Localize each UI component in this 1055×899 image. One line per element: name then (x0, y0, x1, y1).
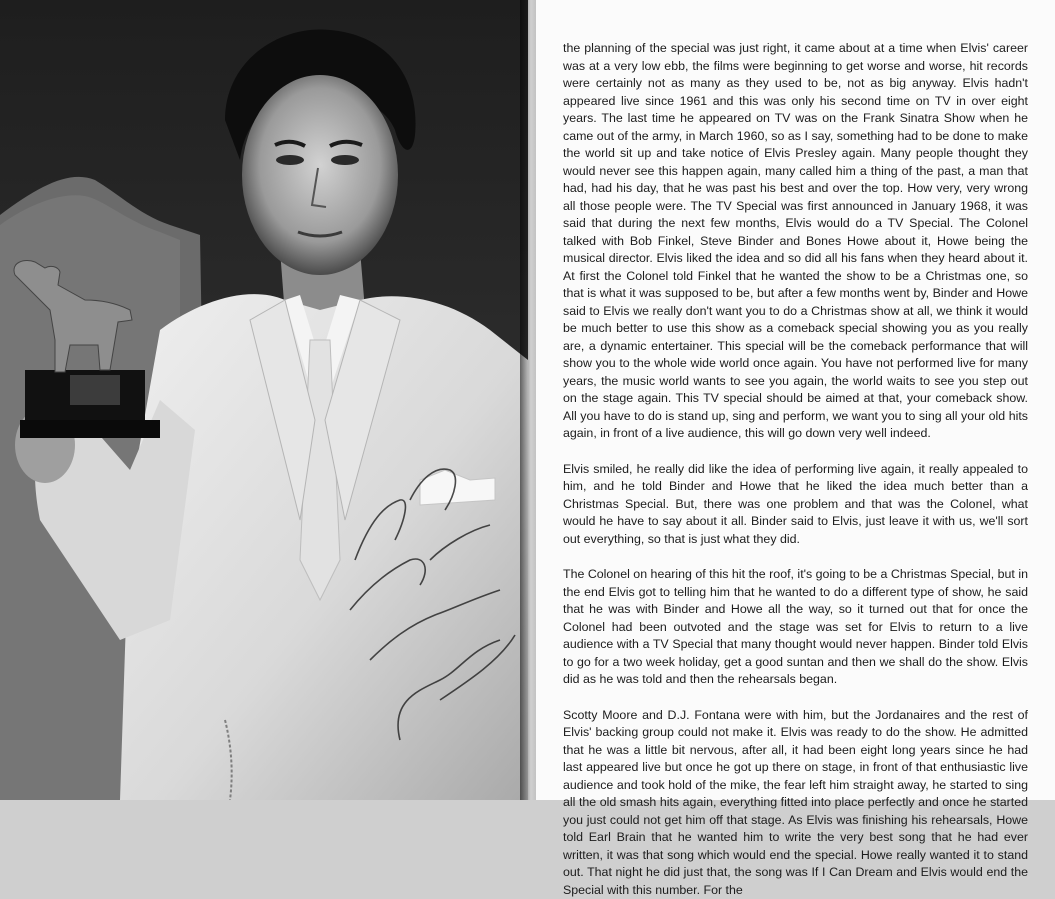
article-paragraph: the planning of the special was just right, it came about at a time when Elvis' career was at a very low ebb, the films were beginning to get worse and worse, hit records were certainly not as many as they used to be, not as big anyway. Elvis hadn't appeared live since 1961 and this was only his second time on TV in over eight years. The last time he appeared on TV was on the Frank Sinatra Show when he came out of the army, in March 1960, so as I say, something had to be done to make the world sit up and take notice of Elvis Presley again. Many people thought they would never see this happen again, many called him a thing of the past, a man that had, had his day, that he was past his best and over the top. How very, very wrong all those people were. The TV Special was first announced in January 1968, it was said that during the next few months, Elvis would do a TV Special. The Colonel talked with Bob Finkel, Steve Binder and Bones Howe about it, Howe being the musical director. Elvis liked the idea and so did all his fans when they heard about it. At first the Colonel told Finkel that he wanted the show to be a Christmas one, so that is what it was supposed to be, but after a few months went by, Binder and Howe said to Elvis we really don't want you to do a Christmas show at all, we think it would be much better to use this show as a comeback special showing you as you really are, a dynamic entertainer. This special will be the comeback performance that will show you to the whole wide world once again. You have not performed live for many years, the music world wants to see you again, the world waits to see you step out on the stage again. This TV special should be aimed at that, your comeback show. All you have to do is stand up, sing and perform, we want you to sing all your old hits again, in front of a live audience, this will go down very well indeed. (563, 40, 1028, 443)
text-page (536, 0, 1055, 800)
article-body (563, 40, 1028, 899)
portrait-photo (0, 0, 528, 800)
photo-page (0, 0, 528, 800)
face (242, 75, 398, 275)
left-eye (276, 155, 304, 165)
article-paragraph: Scotty Moore and D.J. Fontana were with him, but the Jordanaires and the rest of Elvis' backing group could not make it. Elvis was ready to do the show. He admitted that he was a little bit nervous, after all, it had been eight long years since he had last appeared live but once he got up there on stage, in front of that enthusiastic live audience and took hold of the mike, the fear left him straight away, he started to sing all the old smash hits again, everything fitted into place perfectly and once he started you just could not get him off that stage. As Elvis was finishing his rehearsals, Howe told Earl Brain that he wanted him to write the very best song that he had ever written, it was that song which would end the special. Howe really wanted it to stand out. That night he did just that, the song was If I Can Dream and Elvis would end the Special with this number. For the (563, 707, 1028, 899)
article-paragraph: Elvis smiled, he really did like the idea of performing live again, it really appealed to him, and he told Binder and Howe that he liked the idea much better than a Christmas Special. But, there was one problem and that was the Colonel, what would he have to say about it all. Binder said to Elvis, just leave it with us, we'll sort out everything, so that is just what they did. (563, 461, 1028, 549)
right-eye (331, 155, 359, 165)
article-paragraph: The Colonel on hearing of this hit the roof, it's going to be a Christmas Special, but in the end Elvis got to telling him that he wanted to do a different type of show, he said that he was with Binder and Howe all the way, so it turned out that for once the Colonel had been outvoted and the stage was set for Elvis to return to a live audience with a TV Special that many thought would never happen. Binder told Elvis to go for a two week holiday, get a good suntan and then we shall do the show. Elvis did as he was told and then the rehearsals began. (563, 566, 1028, 689)
